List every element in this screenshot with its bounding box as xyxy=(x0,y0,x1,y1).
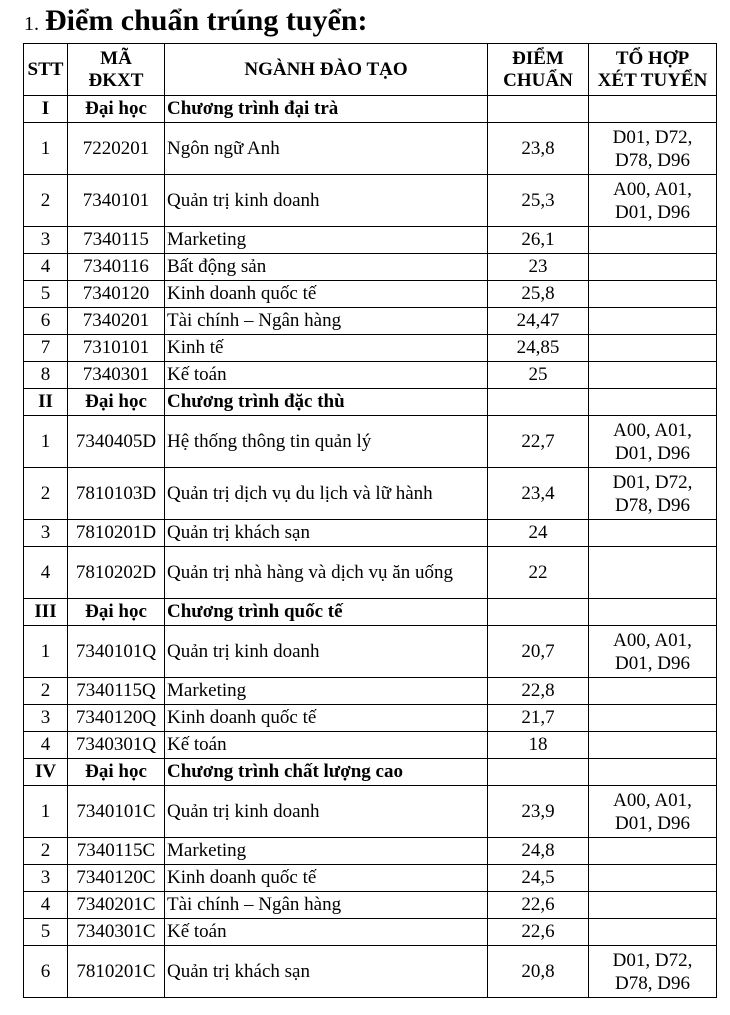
table-row xyxy=(24,468,717,520)
row-major: Quản trị kinh doanh xyxy=(165,626,488,678)
row-combination xyxy=(589,838,717,865)
row-major: Marketing xyxy=(165,838,488,865)
row-stt: 2 xyxy=(24,678,68,705)
row-major: Kế toán xyxy=(165,362,488,389)
row-code: 7340115C xyxy=(68,838,165,865)
row-stt: 3 xyxy=(24,227,68,254)
row-score: 24,5 xyxy=(488,865,589,892)
row-stt: 3 xyxy=(24,705,68,732)
combination-line: D01, D72, xyxy=(612,471,693,493)
row-major: Tài chính – Ngân hàng xyxy=(165,892,488,919)
table-row xyxy=(24,919,717,946)
row-stt: 4 xyxy=(24,254,68,281)
row-major: Quản trị kinh doanh xyxy=(165,786,488,838)
row-combination xyxy=(589,468,717,520)
row-stt: 6 xyxy=(24,308,68,335)
table-row xyxy=(24,123,717,175)
section-level: Đại học xyxy=(68,96,165,123)
section-roman: III xyxy=(24,599,68,626)
table-row xyxy=(24,308,717,335)
row-score: 25,8 xyxy=(488,281,589,308)
row-combination xyxy=(589,308,717,335)
row-combination xyxy=(589,254,717,281)
combination-line: D01, D96 xyxy=(615,652,690,674)
row-combination xyxy=(589,547,717,599)
row-code: 7220201 xyxy=(68,123,165,175)
row-combination xyxy=(589,520,717,547)
row-combination xyxy=(589,123,717,175)
row-combination xyxy=(589,335,717,362)
row-score: 23,4 xyxy=(488,468,589,520)
combination-line: D01, D72, xyxy=(612,126,693,148)
section-row xyxy=(24,599,717,626)
table-row xyxy=(24,520,717,547)
section-roman: II xyxy=(24,389,68,416)
row-major: Quản trị khách sạn xyxy=(165,946,488,998)
section-score-empty xyxy=(488,389,589,416)
header-major: NGÀNH ĐÀO TẠO xyxy=(165,44,488,96)
table-row xyxy=(24,786,717,838)
combination-line: D78, D96 xyxy=(615,972,690,994)
section-combo-empty xyxy=(589,759,717,786)
section-program: Chương trình đặc thù xyxy=(165,389,488,416)
heading-title: Điểm chuẩn trúng tuyển: xyxy=(45,4,368,37)
combination-line: A00, A01, xyxy=(613,789,692,811)
combination-line: D01, D96 xyxy=(615,812,690,834)
row-major: Quản trị nhà hàng và dịch vụ ăn uống xyxy=(165,547,488,599)
row-code: 7310101 xyxy=(68,335,165,362)
row-score: 22,8 xyxy=(488,678,589,705)
row-stt: 1 xyxy=(24,416,68,468)
row-score: 24,85 xyxy=(488,335,589,362)
row-score: 23 xyxy=(488,254,589,281)
row-stt: 1 xyxy=(24,123,68,175)
section-roman: I xyxy=(24,96,68,123)
row-score: 18 xyxy=(488,732,589,759)
row-score: 24,8 xyxy=(488,838,589,865)
combination-line: A00, A01, xyxy=(613,629,692,651)
row-stt: 5 xyxy=(24,919,68,946)
admission-score-table xyxy=(23,43,717,998)
row-combination xyxy=(589,892,717,919)
row-score: 25 xyxy=(488,362,589,389)
table-body xyxy=(24,96,717,998)
row-code: 7340115Q xyxy=(68,678,165,705)
table-row xyxy=(24,254,717,281)
table-row xyxy=(24,732,717,759)
table-row xyxy=(24,705,717,732)
row-combination xyxy=(589,732,717,759)
row-major: Quản trị khách sạn xyxy=(165,520,488,547)
row-combination xyxy=(589,227,717,254)
row-stt: 8 xyxy=(24,362,68,389)
page-heading xyxy=(24,4,368,42)
row-major: Kinh doanh quốc tế xyxy=(165,865,488,892)
header-combination: TỔ HỢP XÉT TUYỂN xyxy=(589,44,717,96)
row-code: 7340115 xyxy=(68,227,165,254)
section-row xyxy=(24,759,717,786)
row-combination xyxy=(589,705,717,732)
row-major: Marketing xyxy=(165,227,488,254)
table-row xyxy=(24,892,717,919)
row-major: Quản trị dịch vụ du lịch và lữ hành xyxy=(165,468,488,520)
row-score: 20,7 xyxy=(488,626,589,678)
row-code: 7340301C xyxy=(68,919,165,946)
row-combination xyxy=(589,678,717,705)
combination-line: D01, D96 xyxy=(615,201,690,223)
row-score: 23,8 xyxy=(488,123,589,175)
section-program: Chương trình chất lượng cao xyxy=(165,759,488,786)
section-score-empty xyxy=(488,759,589,786)
table-row xyxy=(24,838,717,865)
row-major: Bất động sản xyxy=(165,254,488,281)
row-code: 7340101Q xyxy=(68,626,165,678)
row-major: Quản trị kinh doanh xyxy=(165,175,488,227)
row-major: Kinh doanh quốc tế xyxy=(165,705,488,732)
row-major: Kinh doanh quốc tế xyxy=(165,281,488,308)
row-combination xyxy=(589,919,717,946)
row-combination xyxy=(589,175,717,227)
section-combo-empty xyxy=(589,96,717,123)
row-code: 7340101C xyxy=(68,786,165,838)
row-code: 7340120Q xyxy=(68,705,165,732)
row-stt: 4 xyxy=(24,892,68,919)
row-major: Tài chính – Ngân hàng xyxy=(165,308,488,335)
section-row xyxy=(24,96,717,123)
section-program: Chương trình quốc tế xyxy=(165,599,488,626)
row-score: 22,6 xyxy=(488,919,589,946)
row-code: 7340201C xyxy=(68,892,165,919)
section-roman: IV xyxy=(24,759,68,786)
row-score: 24,47 xyxy=(488,308,589,335)
table-row xyxy=(24,416,717,468)
row-stt: 4 xyxy=(24,547,68,599)
row-score: 25,3 xyxy=(488,175,589,227)
section-level: Đại học xyxy=(68,389,165,416)
row-score: 22 xyxy=(488,547,589,599)
row-score: 22,7 xyxy=(488,416,589,468)
row-major: Kế toán xyxy=(165,732,488,759)
row-combination xyxy=(589,281,717,308)
row-stt: 4 xyxy=(24,732,68,759)
row-code: 7340120C xyxy=(68,865,165,892)
row-code: 7340116 xyxy=(68,254,165,281)
row-stt: 1 xyxy=(24,786,68,838)
section-combo-empty xyxy=(589,599,717,626)
table-row xyxy=(24,946,717,998)
row-score: 20,8 xyxy=(488,946,589,998)
row-stt: 3 xyxy=(24,520,68,547)
row-major: Ngôn ngữ Anh xyxy=(165,123,488,175)
row-combination xyxy=(589,946,717,998)
row-combination xyxy=(589,865,717,892)
row-code: 7340301 xyxy=(68,362,165,389)
table-row xyxy=(24,865,717,892)
row-code: 7810201D xyxy=(68,520,165,547)
row-stt: 5 xyxy=(24,281,68,308)
table-row xyxy=(24,362,717,389)
table-row xyxy=(24,678,717,705)
row-major: Marketing xyxy=(165,678,488,705)
row-score: 21,7 xyxy=(488,705,589,732)
row-major: Hệ thống thông tin quản lý xyxy=(165,416,488,468)
row-code: 7340120 xyxy=(68,281,165,308)
header-stt: STT xyxy=(24,44,68,96)
row-code: 7810202D xyxy=(68,547,165,599)
row-code: 7340301Q xyxy=(68,732,165,759)
section-combo-empty xyxy=(589,389,717,416)
row-stt: 7 xyxy=(24,335,68,362)
row-score: 22,6 xyxy=(488,892,589,919)
combination-line: D78, D96 xyxy=(615,494,690,516)
row-score: 24 xyxy=(488,520,589,547)
row-code: 7810103D xyxy=(68,468,165,520)
header-score: ĐIỂM CHUẨN xyxy=(488,44,589,96)
row-stt: 2 xyxy=(24,838,68,865)
row-code: 7340201 xyxy=(68,308,165,335)
table-row xyxy=(24,547,717,599)
table-row xyxy=(24,335,717,362)
row-code: 7340101 xyxy=(68,175,165,227)
section-level: Đại học xyxy=(68,759,165,786)
combination-line: D01, D96 xyxy=(615,442,690,464)
table-header-row xyxy=(24,44,717,96)
row-major: Kinh tế xyxy=(165,335,488,362)
combination-line: A00, A01, xyxy=(613,178,692,200)
row-stt: 3 xyxy=(24,865,68,892)
table-row xyxy=(24,626,717,678)
row-code: 7340405D xyxy=(68,416,165,468)
row-stt: 2 xyxy=(24,468,68,520)
section-level: Đại học xyxy=(68,599,165,626)
row-major: Kế toán xyxy=(165,919,488,946)
section-row xyxy=(24,389,717,416)
row-combination xyxy=(589,416,717,468)
table-row xyxy=(24,175,717,227)
row-stt: 6 xyxy=(24,946,68,998)
row-score: 26,1 xyxy=(488,227,589,254)
section-program: Chương trình đại trà xyxy=(165,96,488,123)
row-score: 23,9 xyxy=(488,786,589,838)
combination-line: D01, D72, xyxy=(612,949,693,971)
row-combination xyxy=(589,362,717,389)
row-combination xyxy=(589,786,717,838)
row-stt: 2 xyxy=(24,175,68,227)
combination-line: D78, D96 xyxy=(615,149,690,171)
row-code: 7810201C xyxy=(68,946,165,998)
heading-number: 1. xyxy=(24,13,39,35)
combination-line: A00, A01, xyxy=(613,419,692,441)
section-score-empty xyxy=(488,96,589,123)
row-stt: 1 xyxy=(24,626,68,678)
header-code: MÃ ĐKXT xyxy=(68,44,165,96)
table-row xyxy=(24,281,717,308)
row-combination xyxy=(589,626,717,678)
section-score-empty xyxy=(488,599,589,626)
table-row xyxy=(24,227,717,254)
